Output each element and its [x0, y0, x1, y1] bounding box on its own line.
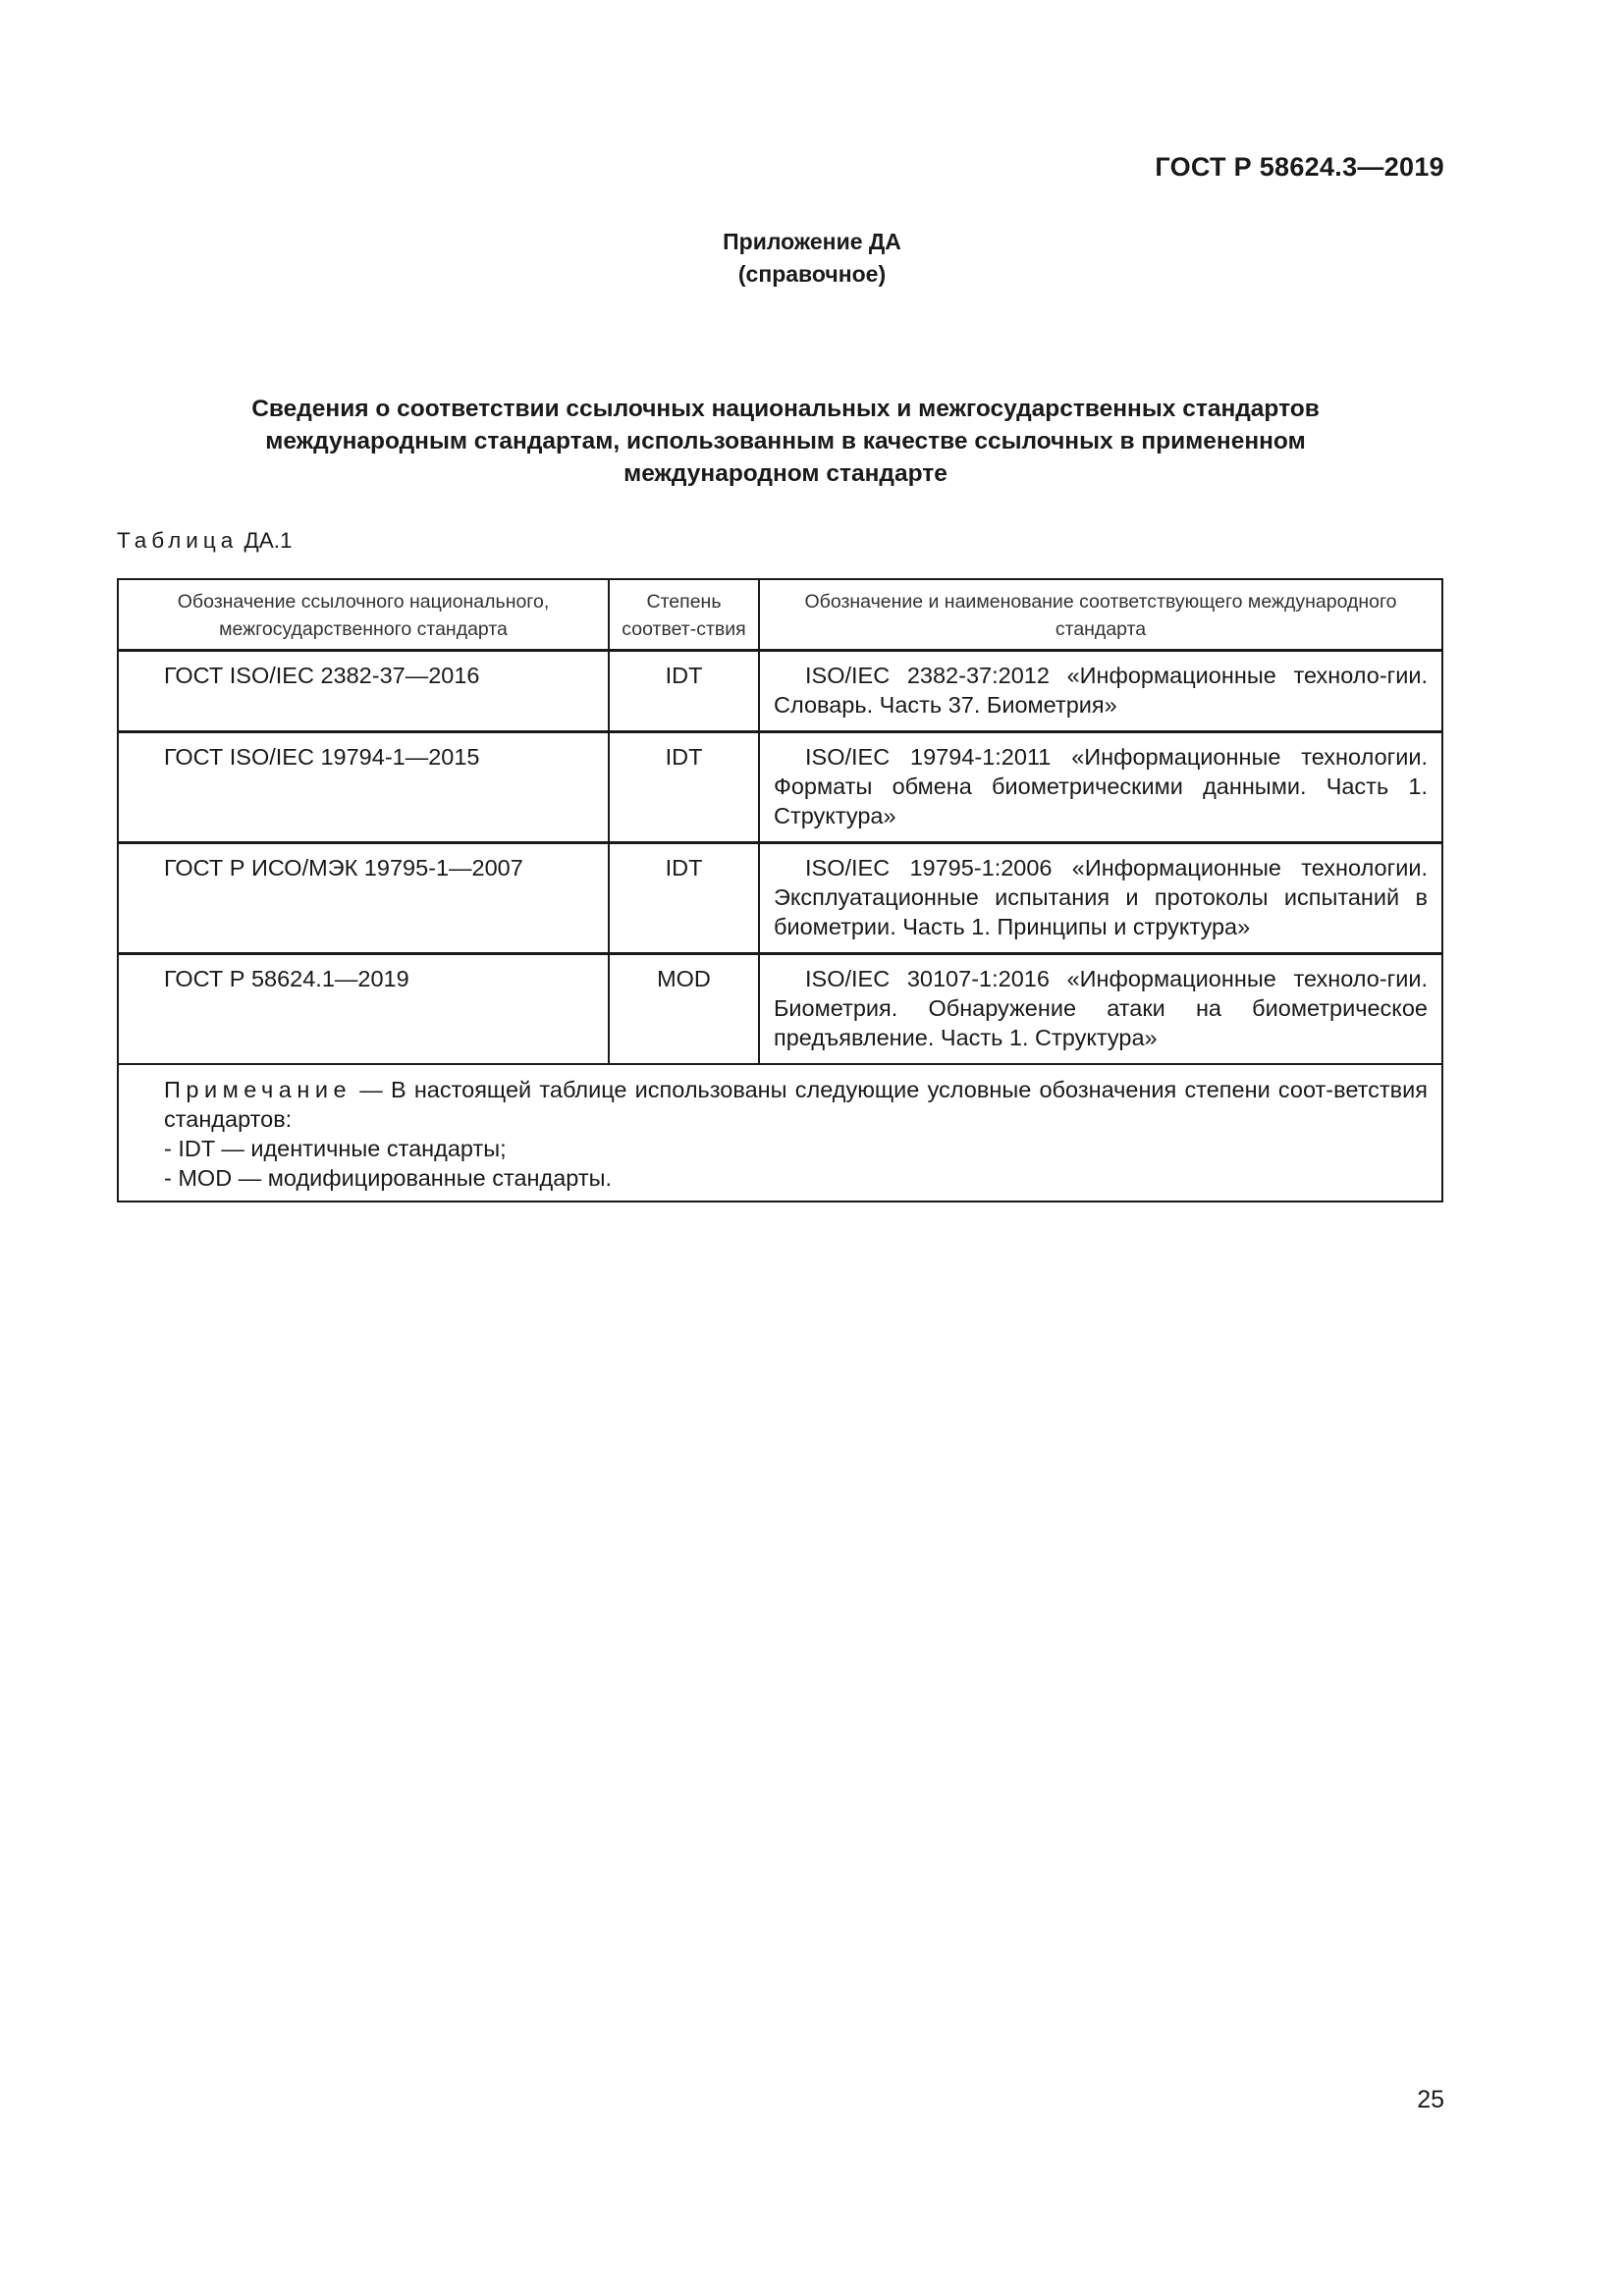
table-caption	[117, 528, 293, 554]
degree-cell: IDT	[609, 843, 759, 954]
international-standard-cell: ISO/IEC 19794-1:2011 «Информационные технологии. Форматы обмена биометрическими данными. Часть 1. Структура»	[759, 732, 1442, 843]
table-note-row	[118, 1064, 1442, 1201]
section-title-line: Сведения о соответствии ссылочных национальных и межгосударственных стандартов	[251, 396, 1320, 422]
national-standard-cell: ГОСТ Р ИСО/МЭК 19795-1—2007	[118, 843, 609, 954]
correspondence-table	[117, 578, 1443, 1202]
international-standard-cell: ISO/IEC 19795-1:2006 «Информационные технологии. Эксплуатационные испытания и протоколы испытаний в биометрии. Часть 1. Принципы и структура»	[759, 843, 1442, 954]
column-header-national: Обозначение ссылочного национального, межгосударственного стандарта	[118, 579, 609, 651]
table-note	[118, 1064, 1442, 1201]
table-row	[118, 954, 1442, 1065]
table-row	[118, 732, 1442, 843]
degree-cell: IDT	[609, 651, 759, 732]
section-title-line: международным стандартам, использованным в качестве ссылочных в примененном	[265, 428, 1306, 454]
national-standard-cell: ГОСТ ISO/IEC 19794-1—2015	[118, 732, 609, 843]
table-header-row	[118, 579, 1442, 651]
note-paragraph	[164, 1075, 1428, 1134]
note-text: — В настоящей таблице использованы следующие условные обозначения степени соот-ветствия стандартов:	[164, 1077, 1428, 1132]
national-standard-cell: ГОСТ Р 58624.1—2019	[118, 954, 609, 1065]
international-standard-cell: ISO/IEC 2382-37:2012 «Информационные техноло-гии. Словарь. Часть 37. Биометрия»	[759, 651, 1442, 732]
annex-title: Приложение ДА	[723, 229, 901, 254]
table-caption-label: Таблица	[117, 528, 239, 553]
degree-cell: MOD	[609, 954, 759, 1065]
table-row	[118, 651, 1442, 732]
note-item: - MOD — модифицированные стандарты.	[164, 1165, 613, 1191]
annex-subtitle: (справочное)	[737, 261, 887, 287]
annex-heading	[0, 226, 1624, 291]
column-header-international: Обозначение и наименование соответствующего международного стандарта	[759, 579, 1442, 651]
national-standard-cell: ГОСТ ISO/IEC 2382-37—2016	[118, 651, 609, 732]
page-number: 25	[1417, 2086, 1444, 2113]
international-standard-cell: ISO/IEC 30107-1:2016 «Информационные техноло-гии. Биометрия. Обнаружение атаки на биометрическое предъявление. Часть 1. Структура»	[759, 954, 1442, 1065]
table-caption-number: ДА.1	[244, 528, 293, 553]
note-item: - IDT — идентичные стандарты;	[164, 1136, 507, 1161]
section-title	[147, 393, 1424, 490]
table-row	[118, 843, 1442, 954]
degree-cell: IDT	[609, 732, 759, 843]
column-header-degree: Степень соответ-ствия	[609, 579, 759, 651]
document-code: ГОСТ Р 58624.3—2019	[1155, 152, 1444, 182]
note-label: Примечание	[164, 1077, 352, 1102]
section-title-line: международном стандарте	[623, 460, 947, 487]
